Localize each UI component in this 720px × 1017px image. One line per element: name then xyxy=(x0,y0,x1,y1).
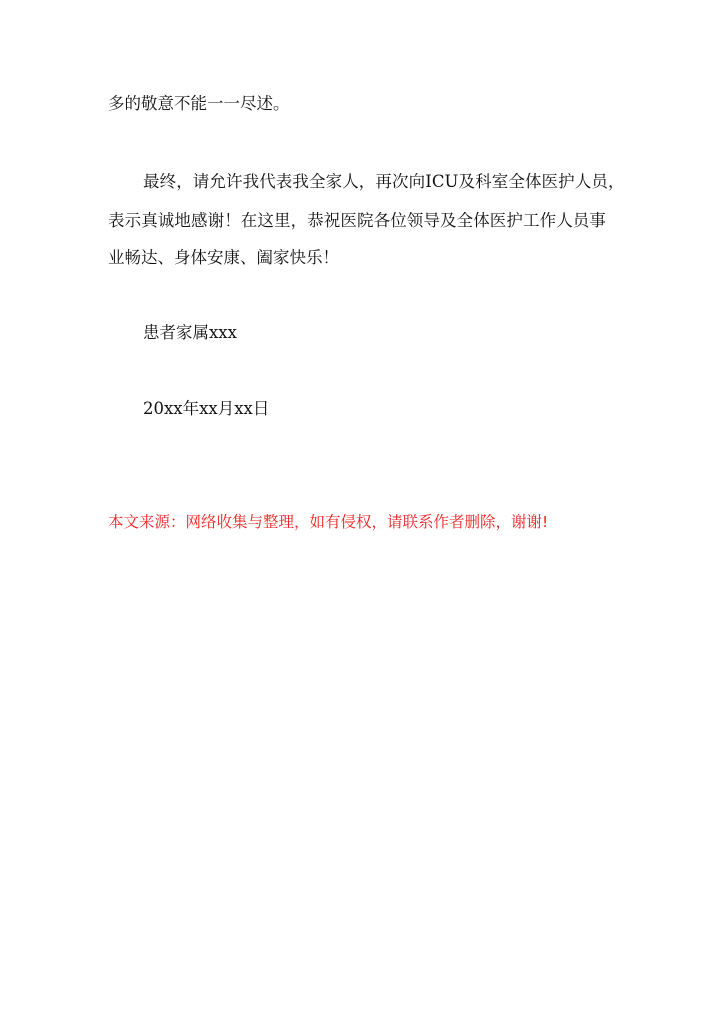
date: 20xx年xx月xx日 xyxy=(143,399,270,418)
signature: 患者家属xxx xyxy=(143,323,237,342)
closing-paragraph-line-3: 业畅达、身体安康、阖家快乐！ xyxy=(108,248,339,267)
closing-paragraph-line-1: 最终，请允许我代表我全家人，再次向ICU及科室全体医护人员， xyxy=(143,172,625,191)
source-note: 本文来源：网络收集与整理，如有侵权，请联系作者删除，谢谢! xyxy=(108,513,549,531)
paragraph-end-line: 多的敬意不能一一尽述。 xyxy=(108,94,290,113)
closing-paragraph-line-2: 表示真诚地感谢！在这里，恭祝医院各位领导及全体医护工作人员事 xyxy=(108,211,606,230)
